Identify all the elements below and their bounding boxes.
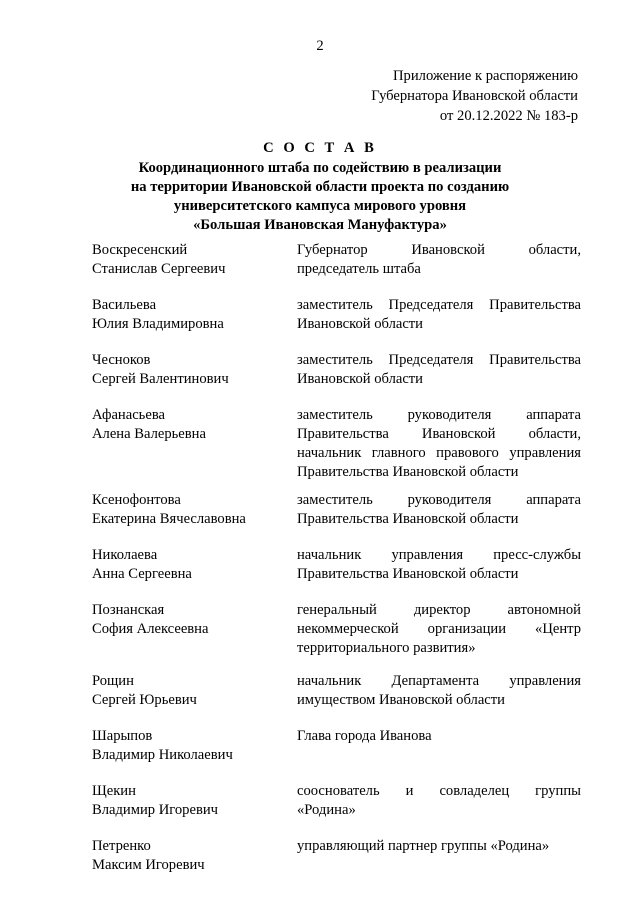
member-surname: Васильева (92, 297, 157, 313)
role-line (297, 296, 581, 315)
role-line (297, 260, 581, 279)
member-surname: Познанская (92, 602, 165, 618)
role-line (297, 565, 581, 584)
member-role (297, 241, 581, 279)
role-line (297, 546, 581, 565)
role-word: Глава города Иванова (297, 728, 432, 744)
member-surname: Рощин (92, 673, 134, 689)
member-given-name: Станислав Сергеевич (92, 261, 226, 277)
role-word: имуществом Ивановской области (297, 692, 505, 708)
role-line (297, 241, 581, 260)
role-word: Председателя (388, 352, 474, 368)
role-line (297, 491, 581, 510)
role-word: начальник (297, 547, 362, 563)
member-name (92, 672, 282, 710)
role-word: Правительства (489, 297, 581, 313)
role-word: сооснователь (297, 783, 380, 799)
heading-line: Координационного штаба по содействию в реализации (138, 160, 502, 176)
role-word: председатель штаба (297, 261, 421, 277)
member-row (0, 727, 640, 782)
heading-line: на территории Ивановской области проекта по созданию (130, 179, 510, 195)
member-name (92, 351, 282, 389)
role-word: совладелец (439, 783, 510, 799)
member-row (0, 406, 640, 491)
members-list (0, 241, 640, 892)
role-line (297, 620, 581, 639)
member-given-name: София Алексеевна (92, 621, 209, 637)
role-word: организации (427, 621, 507, 637)
role-word: аппарата (526, 407, 581, 423)
role-line (297, 510, 581, 529)
role-word: руководителя (407, 492, 492, 508)
member-role (297, 672, 581, 710)
member-role (297, 406, 581, 482)
role-word: некоммерческой (297, 621, 399, 637)
role-word: заместитель (297, 492, 373, 508)
role-word: Губернатор (297, 242, 368, 258)
member-surname: Афанасьева (92, 407, 165, 423)
role-word: области, (528, 426, 581, 442)
role-line (297, 837, 581, 856)
role-word: начальник (297, 673, 362, 689)
role-word: начальник (297, 445, 362, 461)
member-role (297, 491, 581, 529)
member-row (0, 837, 640, 892)
role-word: «Центр (535, 621, 581, 637)
role-line (297, 444, 581, 463)
role-line (297, 370, 581, 389)
heading-title: С О С Т А В (263, 140, 377, 156)
member-surname: Щекин (92, 783, 136, 799)
member-name (92, 837, 282, 875)
role-word: заместитель (297, 352, 373, 368)
role-word: Правительства (489, 352, 581, 368)
role-word: «Родина» (297, 802, 356, 818)
role-line (297, 727, 581, 746)
role-line (297, 691, 581, 710)
role-word: Правительства Ивановской области (297, 566, 519, 582)
role-word: Правительства Ивановской области (297, 511, 519, 527)
member-row (0, 491, 640, 546)
role-line (297, 782, 581, 801)
member-surname: Петренко (92, 838, 151, 854)
page-number: 2 (316, 38, 324, 54)
role-word: группы (535, 783, 581, 799)
member-given-name: Анна Сергеевна (92, 566, 192, 582)
member-given-name: Максим Игоревич (92, 857, 205, 873)
role-line (297, 801, 581, 820)
appendix-line: Губернатора Ивановской области (371, 88, 578, 104)
role-word: и (405, 783, 414, 799)
role-word: главного (371, 445, 426, 461)
member-given-name: Владимир Игоревич (92, 802, 218, 818)
role-word: правового (436, 445, 499, 461)
member-role (297, 727, 581, 746)
member-role (297, 837, 581, 856)
member-row (0, 546, 640, 601)
role-word: пресс-службы (493, 547, 581, 563)
role-word: руководителя (407, 407, 492, 423)
role-line (297, 406, 581, 425)
member-role (297, 546, 581, 584)
member-name (92, 296, 282, 334)
member-surname: Ксенофонтова (92, 492, 181, 508)
role-word: заместитель (297, 297, 373, 313)
member-row (0, 241, 640, 296)
member-name (92, 406, 282, 444)
member-given-name: Сергей Валентинович (92, 371, 229, 387)
role-word: управляющий партнер группы «Родина» (297, 838, 550, 854)
member-name (92, 782, 282, 820)
member-role (297, 296, 581, 334)
member-given-name: Юлия Владимировна (92, 316, 224, 332)
role-word: управления (509, 673, 581, 689)
role-word: Правительства Ивановской области (297, 464, 519, 480)
role-line (297, 315, 581, 334)
member-surname: Шарыпов (92, 728, 153, 744)
member-name (92, 491, 282, 529)
role-line (297, 601, 581, 620)
member-name (92, 241, 282, 279)
role-word: управления (509, 445, 581, 461)
member-surname: Чесноков (92, 352, 151, 368)
role-line (297, 639, 581, 658)
role-word: Ивановской области (297, 371, 423, 387)
heading-line: университетского кампуса мирового уровня (173, 198, 467, 214)
member-role (297, 351, 581, 389)
member-row (0, 351, 640, 406)
member-given-name: Алена Валерьевна (92, 426, 206, 442)
role-word: территориального развития» (297, 640, 476, 656)
member-name (92, 601, 282, 639)
role-word: директор (413, 602, 471, 618)
role-word: генеральный (297, 602, 377, 618)
member-surname: Николаева (92, 547, 158, 563)
member-row (0, 601, 640, 672)
member-role (297, 601, 581, 658)
member-row (0, 782, 640, 837)
role-word: Ивановской (411, 242, 485, 258)
member-row (0, 296, 640, 351)
role-line (297, 351, 581, 370)
member-given-name: Сергей Юрьевич (92, 692, 197, 708)
heading-line: «Большая Ивановская Мануфактура» (193, 217, 447, 233)
member-name (92, 727, 282, 765)
member-row (0, 672, 640, 727)
document-heading (0, 137, 640, 235)
role-word: аппарата (526, 492, 581, 508)
role-line (297, 463, 581, 482)
appendix-line: Приложение к распоряжению (393, 68, 578, 84)
role-word: Департамента (391, 673, 480, 689)
role-word: Ивановской области (297, 316, 423, 332)
role-word: управления (391, 547, 464, 563)
member-given-name: Екатерина Вячеславовна (92, 511, 246, 527)
role-word: области, (528, 242, 581, 258)
role-line (297, 672, 581, 691)
appendix-line: от 20.12.2022 № 183-р (439, 108, 578, 124)
appendix-block (371, 66, 578, 126)
member-name (92, 546, 282, 584)
member-role (297, 782, 581, 820)
role-word: Ивановской (421, 426, 496, 442)
role-word: Правительства (297, 426, 389, 442)
role-line (297, 425, 581, 444)
member-surname: Воскресенский (92, 242, 188, 258)
role-word: автономной (507, 602, 581, 618)
member-given-name: Владимир Николаевич (92, 747, 233, 763)
role-word: заместитель (297, 407, 373, 423)
role-word: Председателя (388, 297, 474, 313)
